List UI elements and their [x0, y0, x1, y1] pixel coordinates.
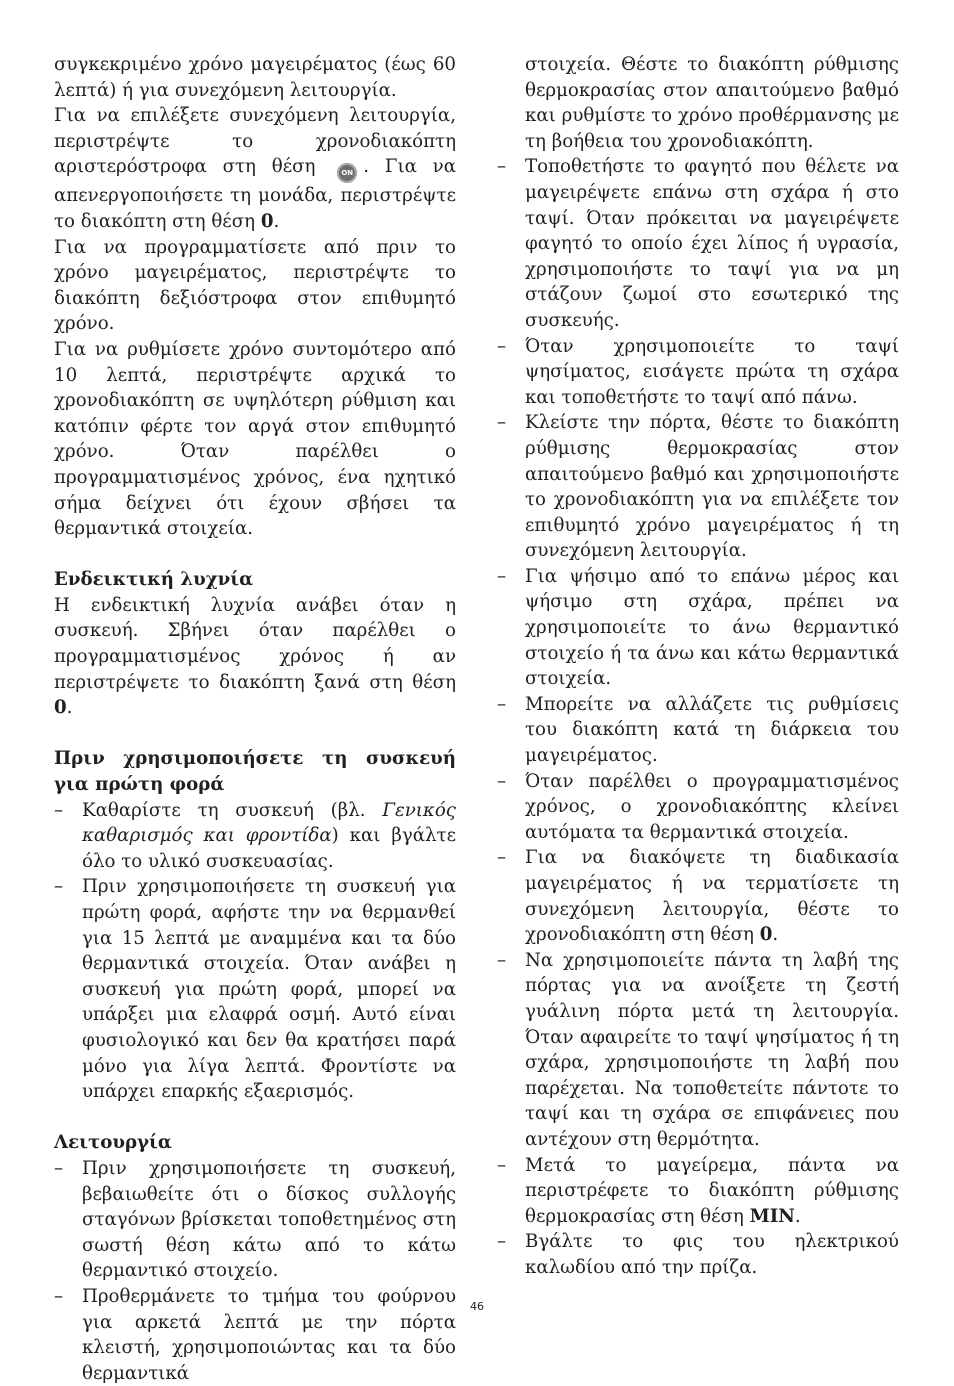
operation-list — [54, 1156, 456, 1386]
list-item: – Καθαρίστε τη συσκευή (βλ. Γενικός καθαρισμός και φροντίδα) και βγάλτε όλο το υλικό συσκευασίας. — [54, 799, 456, 872]
list-item: – Μπορείτε να αλλάζετε τις ρυθμίσεις του διακόπτη κατά τη διάρκεια του μαγειρέματος. — [497, 693, 899, 767]
left-column — [54, 52, 456, 1386]
list-item: – Να χρησιμοποιείτε πάντα τη λαβή της πόρτας για να ανοίξετε τη ζεστή γυάλινη πόρτα μετά τη λειτουργία. Όταν αφαιρείτε το ταψί ψησίματος ή τη σχάρα, χρησιμοποιήστε τη λαβή που παρέχεται. Να τοποθετείτε πάντοτε το ταψί και τη σχάρα σε επιφάνειες που αντέχουν στη θερμότητα. — [497, 949, 899, 1150]
list-item: – Πριν χρησιμοποιήσετε τη συσκευή για πρώτη φορά, αφήστε την να θερμανθεί για 15 λεπτά με αναμμένα και τα δύο θερμαντικά στοιχεία. Όταν ανάβει η συσκευή για πρώτη φορά, μπορεί να υπάρξει μια ελαφρά οσμή. Αυτό είναι φυσιολογικό και δεν θα κρατήσει παρά μόνο για λίγα λεπτά. Φροντίστε να υπάρχει επαρκής εξαερισμός. — [54, 876, 456, 1103]
paragraph-continuous-timer: συγκεκριμένο χρόνο μαγειρέματος (έως 60 λεπτά) ή για συνεχόμενη λειτουργία. — [54, 54, 456, 101]
right-column — [497, 52, 899, 1281]
list-item: – Μετά το μαγείρεμα, πάντα να περιστρέφετε το διακόπτη ρύθμισης θερμοκρασίας στη θέση MIN. — [497, 1154, 899, 1227]
heading-indicator-lamp: Ενδεικτική λυχνία — [54, 569, 254, 591]
heading-operation: Λειτουργία — [54, 1132, 172, 1154]
operation-list-continued — [497, 52, 899, 1281]
list-item: – Για να διακόψετε τη διαδικασία μαγειρέματος ή να τερματίσετε τη συνεχόμενη λειτουργία, θέστε το χρονοδιακόπτη στη θέση 0. — [497, 847, 899, 946]
paragraph-indicator-lamp: Η ενδεικτική λυχνία ανάβει όταν η συσκευή. Σβήνει όταν παρέλθει ο προγραμματισμένος χρόνος ή αν περιστρέψετε το διακόπτη ξανά στη θέση 0. — [54, 594, 456, 719]
list-item-continued: στοιχεία. Θέστε το διακόπτη ρύθμισης θερμοκρασίας στον απαιτούμενο βαθμό και ρυθμίστε το χρόνο προθέρμανσης με τη βοήθεια του χρονοδιακόπτη. — [525, 54, 899, 152]
list-item: – Βγάλτε το φις του ηλεκτρικού καλωδίου από την πρίζα. — [497, 1231, 899, 1278]
paragraph-preset-time: Για να προγραμματίσετε από πριν το χρόνο μαγειρέματος, περιστρέψτε το διακόπτη δεξιόστροφα στον επιθυμητό χρόνο. — [54, 236, 456, 335]
first-use-list — [54, 798, 456, 1105]
on-position-icon: ON — [337, 163, 357, 183]
list-item: – Όταν χρησιμοποιείτε το ταψί ψησίματος, εισάγετε πρώτα τη σχάρα και τοποθετήστε το ταψί από πάνω. — [497, 335, 899, 408]
heading-first-use: Πριν χρησιμοποιήσετε τη συσκευή για πρώτη φορά — [54, 748, 456, 796]
list-item: – Κλείστε την πόρτα, θέστε το διακόπτη ρύθμισης θερμοκρασίας στον απαιτούμενο βαθμό και χρησιμοποιήστε το χρονοδιακόπτη για να επιλέξετε τον επιθυμητό χρόνο μαγειρέματος ή τη συνεχόμενη λειτουργία. — [497, 412, 899, 562]
list-item: – Τοποθετήστε το φαγητό που θέλετε να μαγειρέψετε επάνω στη σχάρα ή στο ταψί. Όταν πρόκειται να μαγειρέψετε φαγητό το οποίο έχει λίπος ή υγρασία, χρησιμοποιήστε το ταψί για να μη στάζουν ζωμοί στο εσωτερικό της συσκευής. — [497, 156, 899, 331]
list-item: – Προθερμάνετε το τμήμα του φούρνου για αρκετά λεπτά με την πόρτα κλειστή, χρησιμοποιώντας και τα δύο θερμαντικά — [54, 1285, 456, 1384]
page-number: 46 — [470, 1300, 484, 1313]
list-item: – Για ψήσιμο από το επάνω μέρος και ψήσιμο στη σχάρα, πρέπει να χρησιμοποιείτε το άνω θερμαντικό στοιχείο ή τα άνω και κάτω θερμαντικά στοιχεία. — [497, 565, 899, 690]
paragraph-short-time: Για να ρυθμίσετε χρόνο συντομότερο από 10 λεπτά, περιστρέψτε αρχικά το χρονοδιακόπτη σε υψηλότερη ρύθμιση και κατόπιν φέρτε τον αργά στον επιθυμητό χρόνο. Όταν παρέλθει ο προγραμματισμένος χρόνος, ένα ηχητικό σήμα δείχνει ότι έχουν σβήσει τα θερμαντικά στοιχεία. — [54, 338, 456, 540]
paragraph-continuous-operation: Για να επιλέξετε συνεχόμενη λειτουργία, περιστρέψτε το χρονοδιακόπτη αριστερόστροφα στη θέση ON . Για να απενεργοποιήσετε τη μονάδα, περιστρέψτε το διακόπτη στη θέση 0. — [54, 105, 456, 232]
list-item: – Πριν χρησιμοποιήσετε τη συσκευή, βεβαιωθείτε ότι ο δίσκος συλλογής σταγόνων βρίσκεται τοποθετημένος στη σωστή θέση κάτω από το κάτω θερμαντικό στοιχείο. — [54, 1157, 456, 1282]
list-item: – Όταν παρέλθει ο προγραμματισμένος χρόνος, ο χρονοδιακόπτης κλείνει αυτόματα τα θερμαντικά στοιχεία. — [497, 770, 899, 843]
